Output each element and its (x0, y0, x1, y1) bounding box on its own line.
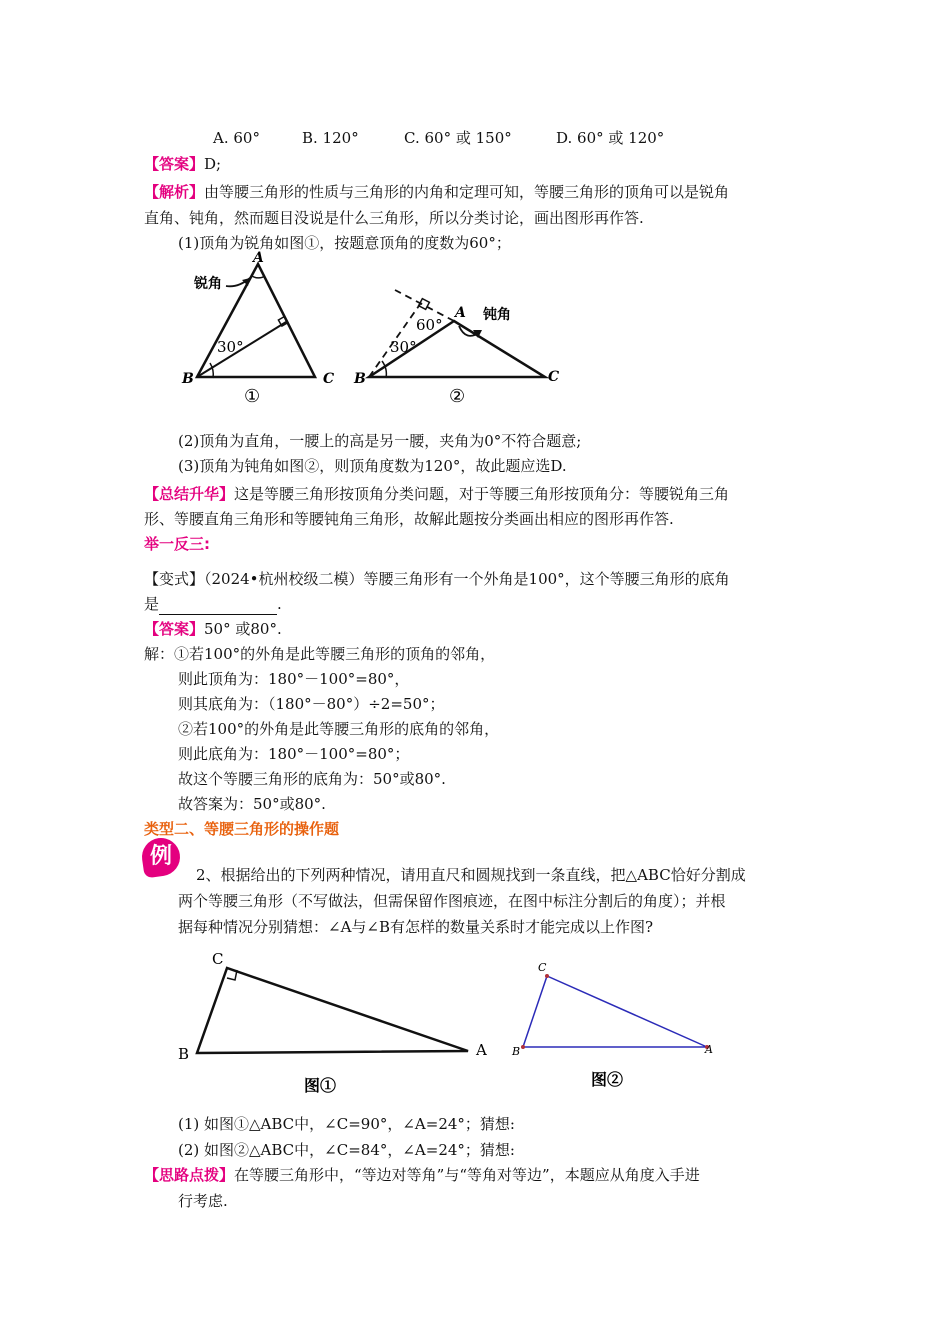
answer2-text: 50° 或80°. (204, 620, 282, 638)
label-vertex-c2: C (548, 369, 560, 385)
label-vertex-c1: C (323, 371, 335, 387)
caption-fig1: ① (244, 386, 261, 407)
label-vertex-a4: A (705, 1043, 713, 1056)
solution-line: 则此底角为：180°－100°=80°； (178, 745, 410, 763)
solution-line: 解：①若100°的外角是此等腰三角形的顶角的邻角， (144, 645, 496, 663)
label-obtuse-angle: 钝角 (483, 307, 511, 323)
label-vertex-b4: B (512, 1045, 521, 1058)
caption-fig-bottom1: 图① (304, 1076, 337, 1095)
answer-text: D; (204, 155, 222, 173)
summary-text1: 这是等腰三角形按顶角分类问题，对于等腰三角形按顶角分：等腰锐角三角 (234, 485, 730, 503)
figure-right-triangle (178, 950, 487, 1095)
label-vertex-a3: A (476, 1041, 487, 1059)
hint-line2: 行考虑. (178, 1192, 228, 1210)
triangle-figures-bottom (170, 945, 730, 1105)
subquestion-1: (1) 如图①△ABC中，∠C=90°，∠A=24°；猜想: (178, 1115, 515, 1133)
option-a: A. 60° (213, 129, 260, 147)
label-acute-angle: 锐角 (194, 276, 222, 292)
answer-tag: 【答案】 (144, 155, 205, 173)
problem2-line2: 两个等腰三角形（不写做法，但需保留作图痕迹，在图中标注分割后的角度）；并根 (178, 892, 726, 910)
option-c: C. 60° 或 150° (404, 129, 512, 147)
solution-line: ②若100°的外角是此等腰三角形的底角的邻角， (178, 720, 500, 738)
summary-line1 (144, 483, 729, 505)
label-vertex-c3: C (212, 950, 224, 968)
label-vertex-b3: B (178, 1045, 190, 1063)
example-badge (142, 838, 182, 878)
solution-line: 则此顶角为：180°－100°=80°， (178, 670, 410, 688)
label-angle-30-2: 30° (390, 338, 417, 356)
variant-line2 (144, 593, 282, 615)
hint-text1: 在等腰三角形中，“等边对等角”与“等角对等边”，本题应从角度入手进 (234, 1166, 700, 1184)
analysis-case3: (3)顶角为钝角如图②，则顶角度数为120°，故此题应选D. (178, 457, 567, 475)
label-vertex-a1: A (253, 250, 264, 266)
label-vertex-b1: B (182, 371, 194, 387)
hint-line1 (144, 1164, 700, 1186)
analysis-line1 (144, 181, 729, 203)
answer2-line (144, 618, 282, 640)
problem2-line1: 2、根据给出的下列两种情况，请用直尺和圆规找到一条直线，把△ABC恰好分割成 (196, 866, 746, 884)
subquestion-2: (2) 如图②△ABC中，∠C=84°，∠A=24°；猜想: (178, 1141, 515, 1159)
variant-prefix: 是 (144, 595, 160, 613)
summary-tag: 【总结升华】 (144, 485, 235, 503)
section-type2-title: 类型二、等腰三角形的操作题 (144, 820, 340, 838)
analysis-text1: 由等腰三角形的性质与三角形的内角和定理可知，等腰三角形的顶角可以是锐角 (204, 183, 730, 201)
analysis-line2: 直角、钝角，然而题目没说是什么三角形，所以分类讨论，画出图形再作答. (144, 209, 644, 227)
figure-obtuse-triangle (353, 290, 559, 407)
analysis-case2: (2)顶角为直角，一腰上的高是另一腰，夹角为0°不符合题意; (178, 432, 582, 450)
label-angle-30-1: 30° (217, 338, 244, 356)
analysis-case1: (1)顶角为锐角如图①，按题意顶角的度数为60°； (178, 234, 511, 252)
label-angle-60: 60° (416, 316, 443, 334)
variant-line1: 【变式】（2024•杭州校级二模）等腰三角形有一个外角是100°，这个等腰三角形的底角 (144, 570, 730, 588)
caption-fig-bottom2: 图② (591, 1070, 624, 1089)
summary-line2: 形、等腰直角三角形和等腰钝角三角形，故解此题按分类画出相应的图形再作答. (144, 510, 674, 528)
solution-line: 故这个等腰三角形的底角为：50°或80°. (178, 770, 446, 788)
figure-acute-triangle (181, 250, 334, 407)
caption-fig2: ② (449, 386, 466, 407)
variant-suffix: . (277, 595, 282, 613)
analysis-tag: 【解析】 (144, 183, 205, 201)
label-vertex-a2: A (455, 305, 466, 321)
label-vertex-c4: C (538, 961, 547, 974)
answer-line (144, 153, 221, 175)
solution-line: 故答案为：50°或80°. (178, 795, 326, 813)
option-b: B. 120° (302, 129, 359, 147)
figure-oblique-triangle (511, 961, 713, 1089)
practice-title: 举一反三: (144, 535, 210, 553)
example-badge-label: 例 (149, 844, 172, 869)
label-vertex-b2: B (354, 371, 366, 387)
answer2-tag: 【答案】 (144, 620, 205, 638)
hint-tag: 【思路点拨】 (144, 1166, 235, 1184)
answer-blank (159, 598, 277, 615)
problem2-line3: 据每种情况分别猜想：∠A与∠B有怎样的数量关系时才能完成以上作图? (178, 918, 654, 936)
solution-line: 则其底角为：（180°－80°）÷2=50°； (178, 695, 445, 713)
triangle-figures-top (180, 250, 580, 410)
option-d: D. 60° 或 120° (556, 129, 665, 147)
